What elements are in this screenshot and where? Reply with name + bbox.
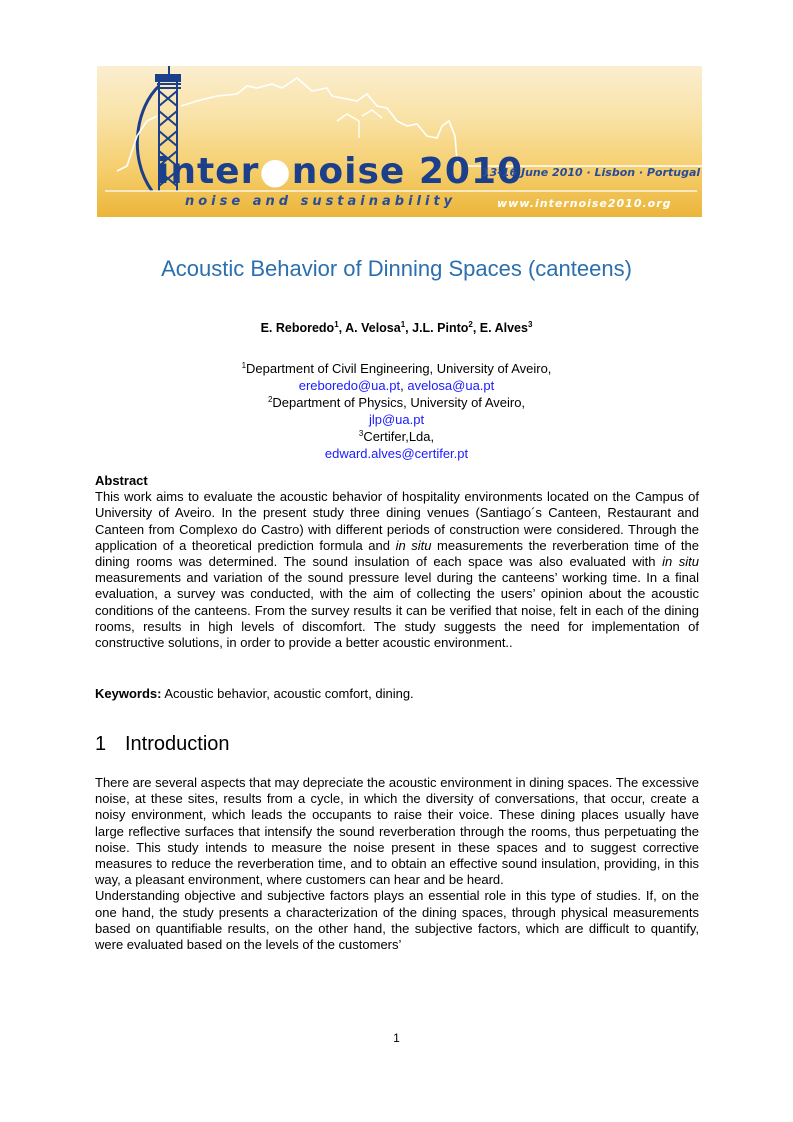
affiliation-1 (0, 360, 793, 378)
affiliation-mark: 2 (267, 395, 273, 404)
author-list: E. Reboredo$^1$, A. Velosa$^1$, J.L. Pinto$^2$, E. Alves$^3$ (260, 320, 533, 335)
affiliation-mark: 3 (358, 429, 364, 438)
section-number: 1 (95, 733, 107, 755)
section-title: Introduction (125, 733, 230, 755)
introduction-body (95, 775, 699, 953)
conference-tagline: noise and sustainability (185, 194, 457, 209)
abstract-text: This work aims to evaluate the acoustic behavior of hospitality environments located on the Campus of University of Aveiro. In the present study three dining venues (Santiago´s Canteen, Restaurant and Canteen from Complexo do Castro) with different periods of construction were considered. Through the application of a theoretical prediction formula and (95, 489, 699, 553)
paper-title: Acoustic Behavior of Dinning Spaces (canteens) (161, 256, 632, 281)
author-name: E. Alves (479, 321, 528, 335)
conference-logo (157, 151, 523, 192)
abstract-text: measurements and variation of the sound pressure level during the canteens’ working time. In a final evaluation, a survey was conducted, with the aim of collecting the users’ opinion about the acoustic conditions of the canteens. From the survey results it can be verified that noise, felt in each of the dining rooms, results in high levels of discomfort. The study suggests the need for implementation of constructive solutions, in order to provide a better acoustic environment.. (95, 570, 699, 651)
author-name: J.L. Pinto (412, 321, 469, 335)
paragraph: Understanding objective and subjective factors plays an essential role in this type of studies. If, on the one hand, the study presents a characterization of the dining spaces, through physical measurements based on quantifiable results, on the other hand, the subjective factors, which are difficult to quantify, were evaluated based on the levels of the customers’ (95, 888, 699, 953)
conference-website[interactable]: www.internoise2010.org (497, 197, 672, 210)
affiliation-1-emails (0, 377, 793, 395)
email-separator: , (400, 378, 408, 393)
affiliation-3-email (0, 445, 793, 463)
affiliation-mark: 1 (241, 361, 247, 370)
author-affiliation-mark: 2 (468, 320, 473, 329)
paragraph: There are several aspects that may depreciate the acoustic environment in dining spaces. The excessive noise, at these sites, results from a cycle, in which the diversity of conversations, that occur, create a noisy environment, which leads the occupants to raise their voice. These dining places usually have large reflective surfaces that intensify the sound reverberation through the rooms, thus perpetuating the noise. This study intends to measure the noise present in these spaces and to suggest corrective measures to reduce the reverberation time, and to obtain an effective sound insulation, providing, in this way, a pleasant environment, where customers can hear and be heard. (95, 775, 699, 888)
keywords-text: Acoustic behavior, acoustic comfort, dining. (161, 686, 414, 701)
abstract-italic: in situ (662, 554, 699, 570)
abstract-heading: Abstract (95, 473, 148, 488)
keywords (95, 686, 699, 702)
abstract-body (95, 489, 699, 651)
logo-dot: ● (259, 151, 292, 192)
author-name: A. Velosa (345, 321, 401, 335)
affiliation-3 (0, 428, 793, 446)
abstract-text: measurements the reverberation time of the dining rooms was determined. The sound insulation of each space was also evaluated with (95, 537, 699, 570)
section-heading (95, 733, 230, 756)
abstract (95, 473, 699, 651)
email-link[interactable]: jlp@ua.pt (368, 412, 425, 427)
abstract-italic: in situ (395, 537, 432, 553)
keywords-label: Keywords: (95, 686, 162, 701)
conference-banner (97, 66, 702, 217)
author-affiliation-mark: 1 (334, 320, 339, 329)
logo-main: inter (157, 151, 260, 192)
email-link[interactable]: ereboredo@ua.pt (298, 378, 401, 393)
email-link[interactable]: edward.alves@certifer.pt (324, 446, 469, 461)
email-link[interactable]: avelosa@ua.pt (407, 378, 495, 393)
conference-dates: 13-16 June 2010 · Lisbon · Portugal (482, 166, 701, 179)
affiliation-text: Department of Physics, University of Aveiro, (272, 395, 526, 410)
logo-rest: noise 2010 (291, 151, 524, 192)
author-name: E. Reboredo (260, 321, 335, 335)
affiliation-2-email (0, 411, 793, 429)
page-number: 1 (393, 1031, 400, 1045)
affiliation-text: Certifer,Lda, (363, 429, 435, 444)
affiliation-text: Department of Civil Engineering, University of Aveiro, (246, 361, 552, 376)
affiliation-2 (0, 394, 793, 412)
author-affiliation-mark: 1 (400, 320, 406, 329)
author-affiliation-mark: 3 (527, 320, 533, 329)
